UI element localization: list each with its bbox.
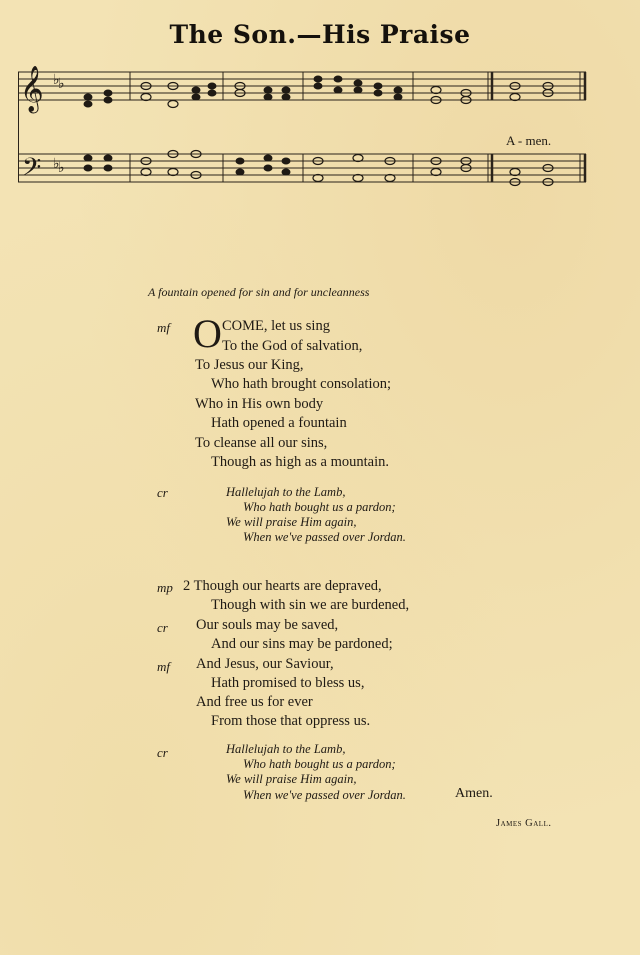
verse-line: And free us for ever [196,694,313,710]
amen-label: A - men. [506,133,552,148]
amen-text: Amen. [455,786,493,801]
verse-line: Our souls may be saved, [196,617,339,633]
hymn-title: The Son.—His Praise [169,20,471,49]
refrain-line: Hallelujah to the Lamb, [226,485,346,499]
refrain-line: Who hath bought us a pardon; [243,757,396,771]
hymn-subtitle: A fountain opened for sin and for uncleanness [148,285,370,299]
treble-staff [18,72,586,100]
verse-line: COME, let us sing [222,318,330,334]
verse-line: Though as high as a mountain. [211,454,390,470]
dynamic-mf: mf [157,659,170,674]
dynamic-cr: cr [157,485,168,500]
verse-line: And Jesus, our Saviour, [196,656,334,672]
dynamic-cr: cr [157,620,168,635]
refrain-line: When we've passed over Jordan. [243,788,406,802]
verse-line: Hath promised to bless us, [211,675,365,691]
refrain-line: Hallelujah to the Lamb, [226,742,346,756]
verse-line: 2 Though our hearts are depraved, [183,578,382,594]
verse-line: Who in His own body [195,396,324,412]
treble-notes [84,76,553,108]
verse-line: Who hath brought consolation; [211,376,392,392]
verse-line: And our sins may be pardoned; [211,636,393,652]
dropcap: O [193,311,222,356]
verse-line: To cleanse all our sins, [195,435,328,451]
refrain-line: Who hath bought us a pardon; [243,500,396,514]
bass-staff [18,154,586,182]
author-credit: James Gall. [496,818,552,829]
refrain-line: We will praise Him again, [226,772,357,786]
verse-line: From those that oppress us. [211,713,371,729]
verse-line: To Jesus our King, [195,357,304,373]
treble-clef-icon: 𝄞 [20,66,44,112]
verse-line: Though with sin we are burdened, [211,597,410,613]
refrain-line: We will praise Him again, [226,515,357,529]
refrain-line: When we've passed over Jordan. [243,530,406,544]
key-signature-bass-2: ♭ [58,160,65,176]
key-signature-treble: ♭ [53,72,60,88]
key-signature-bass: ♭ [53,156,60,172]
barlines [18,72,585,182]
bass-clef-icon: 𝄢 [22,153,42,188]
music-score [18,62,590,200]
dynamic-mp: mp [157,580,173,595]
verse-line: To the God of salvation, [222,338,363,354]
key-signature-treble-2: ♭ [58,76,65,92]
dynamic-mf: mf [157,320,170,335]
verse-line: Hath opened a fountain [211,415,347,431]
dynamic-cr: cr [157,745,168,760]
